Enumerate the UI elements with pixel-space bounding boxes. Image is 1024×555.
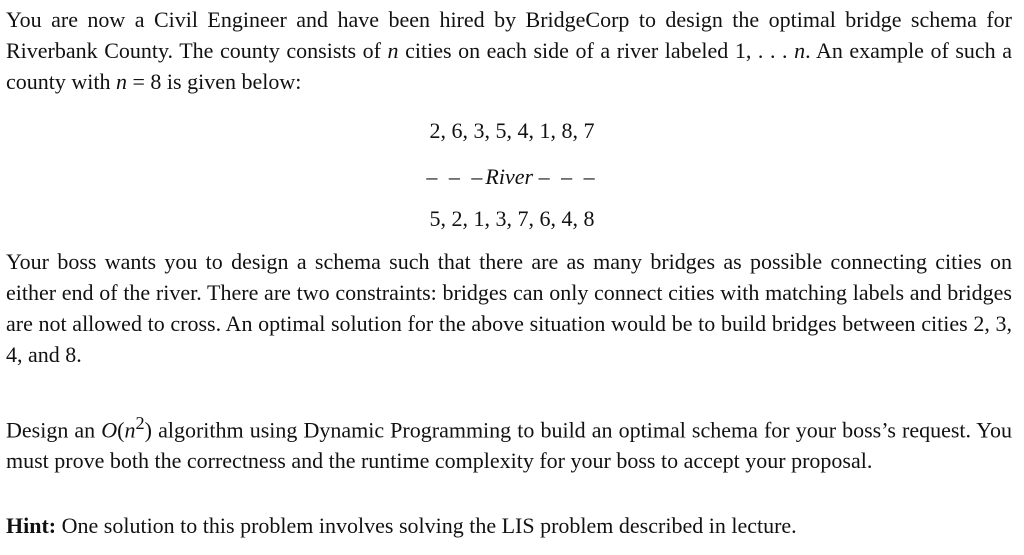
variable-n: n (116, 69, 127, 94)
design-paren-open: ( (117, 417, 125, 443)
design-paragraph (6, 408, 1012, 476)
hint-paragraph (6, 510, 1012, 541)
variable-n: n (124, 417, 136, 443)
river-label: River (485, 164, 534, 189)
river-separator (0, 162, 1024, 192)
bottom-city-sequence: 5, 2, 1, 3, 7, 6, 4, 8 (429, 206, 595, 231)
top-city-sequence: 2, 6, 3, 5, 4, 1, 8, 7 (429, 118, 595, 143)
boss-paragraph: Your boss wants you to design a schema such that there are as many bridges as possible connecting cities on either end of the river. There are two constraints: bridges can only connect cities with matching labels and bridges are not allowed to cross. An optimal solution for the above situation would be to build bridges between cities 2, 3, 4, and 8. (6, 249, 1012, 367)
design-text-3: ) algorithm using Dynamic Programming to build an optimal schema for your boss’s request. You must prove both the correctness and the runtime complexity for your boss to accept your proposal. (6, 417, 1012, 474)
intro-text-1: You are now a Civil Engineer and have been hired by BridgeCorp to design the optimal bridge schema for Riverbank County. The county consists of (6, 7, 1012, 63)
river-dashes-right: – – – (538, 164, 598, 189)
design-text-1: Design an (6, 417, 102, 443)
intro-paragraph (6, 4, 1012, 97)
hint-label: Hint: (6, 513, 57, 538)
big-o-symbol: O (101, 417, 118, 443)
variable-n: n (794, 38, 806, 63)
exponent: 2 (135, 413, 145, 433)
variable-n: n (387, 38, 399, 63)
intro-text-4: = 8 is given below: (127, 69, 302, 94)
intro-text-2: cities on each side of a river labeled 1, . . . (398, 38, 795, 63)
river-dashes-left: – – – (426, 164, 486, 189)
intro-text-3: . An example of such a county with (6, 38, 1012, 94)
hint-text: One solution to this problem involves solving the LIS problem described in lecture. (56, 513, 797, 538)
